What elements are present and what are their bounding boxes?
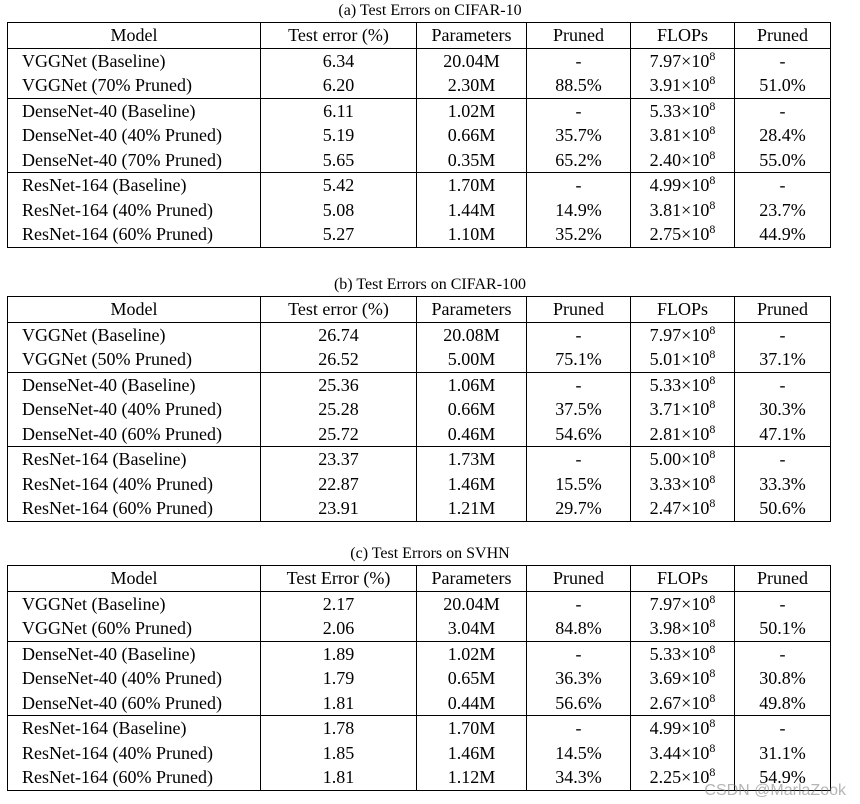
flops-cell	[631, 347, 735, 372]
params-cell: 1.12M	[417, 765, 527, 790]
flops-mantissa: 3.98	[649, 618, 682, 639]
table-row	[8, 591, 831, 616]
flops-mantissa: 7.97	[649, 593, 682, 614]
model-cell: ResNet-164 (Baseline)	[8, 173, 261, 198]
table-row	[8, 397, 831, 422]
params-cell: 1.06M	[417, 372, 527, 397]
times-ten: ×10	[681, 692, 710, 713]
flops-pruned-cell: 30.8%	[735, 666, 831, 691]
flops-exponent: 8	[709, 690, 716, 705]
flops-pruned-cell: 31.1%	[735, 741, 831, 766]
params-pruned-cell: -	[527, 641, 631, 666]
model-cell: ResNet-164 (60% Pruned)	[8, 496, 261, 521]
flops-exponent: 8	[709, 123, 716, 138]
times-ten: ×10	[681, 175, 710, 196]
params-cell: 5.00M	[417, 347, 527, 372]
times-ten: ×10	[681, 767, 710, 788]
flops-pruned-cell: -	[735, 447, 831, 472]
times-ten: ×10	[681, 593, 710, 614]
model-cell: DenseNet-40 (Baseline)	[8, 98, 261, 123]
params-cell: 0.65M	[417, 666, 527, 691]
error-cell: 25.36	[261, 372, 417, 397]
model-cell: ResNet-164 (60% Pruned)	[8, 765, 261, 790]
table-row	[8, 716, 831, 741]
column-header: Pruned	[527, 297, 631, 323]
flops-cell	[631, 397, 735, 422]
params-pruned-cell: 34.3%	[527, 765, 631, 790]
table-row	[8, 496, 831, 521]
params-cell: 1.10M	[417, 222, 527, 247]
flops-exponent: 8	[709, 48, 716, 63]
model-cell: VGGNet (Baseline)	[8, 48, 261, 73]
flops-mantissa: 2.67	[649, 692, 682, 713]
flops-pruned-cell: 28.4%	[735, 123, 831, 148]
table-body	[8, 591, 831, 790]
params-cell: 0.66M	[417, 123, 527, 148]
column-header: Model	[8, 566, 261, 592]
flops-pruned-cell: 23.7%	[735, 198, 831, 223]
header-row	[8, 297, 831, 323]
flops-mantissa: 2.47	[649, 498, 682, 519]
flops-mantissa: 7.97	[649, 324, 682, 345]
times-ten: ×10	[681, 349, 710, 370]
column-header: FLOPs	[631, 23, 735, 49]
params-pruned-cell: 65.2%	[527, 148, 631, 173]
column-header: Pruned	[527, 23, 631, 49]
flops-cell	[631, 422, 735, 447]
flops-exponent: 8	[709, 173, 716, 188]
flops-cell	[631, 198, 735, 223]
column-header: Pruned	[735, 566, 831, 592]
flops-exponent: 8	[709, 447, 716, 462]
flops-exponent: 8	[709, 471, 716, 486]
params-pruned-cell: 29.7%	[527, 496, 631, 521]
flops-pruned-cell: 33.3%	[735, 472, 831, 497]
flops-cell	[631, 741, 735, 766]
table-row	[8, 148, 831, 173]
times-ten: ×10	[681, 643, 710, 664]
params-pruned-cell: 35.7%	[527, 123, 631, 148]
times-ten: ×10	[681, 199, 710, 220]
params-pruned-cell: -	[527, 98, 631, 123]
table-row	[8, 222, 831, 247]
flops-mantissa: 2.25	[649, 767, 682, 788]
table-block-svhn	[0, 543, 860, 791]
flops-pruned-cell: -	[735, 641, 831, 666]
flops-mantissa: 5.01	[649, 349, 682, 370]
flops-mantissa: 3.69	[649, 668, 682, 689]
flops-exponent: 8	[709, 73, 716, 88]
params-pruned-cell: 75.1%	[527, 347, 631, 372]
table-row	[8, 691, 831, 716]
flops-pruned-cell: -	[735, 98, 831, 123]
flops-exponent: 8	[709, 616, 716, 631]
times-ten: ×10	[681, 75, 710, 96]
flops-cell	[631, 48, 735, 73]
flops-cell	[631, 123, 735, 148]
model-cell: ResNet-164 (40% Pruned)	[8, 741, 261, 766]
params-cell: 3.04M	[417, 616, 527, 641]
table-body	[8, 322, 831, 521]
params-pruned-cell: 14.5%	[527, 741, 631, 766]
model-cell: DenseNet-40 (70% Pruned)	[8, 148, 261, 173]
header-row	[8, 566, 831, 592]
table-caption: (c) Test Errors on SVHN	[350, 545, 510, 562]
params-cell: 2.30M	[417, 73, 527, 98]
params-cell: 20.04M	[417, 48, 527, 73]
times-ten: ×10	[681, 125, 710, 146]
flops-mantissa: 3.81	[649, 125, 682, 146]
flops-exponent: 8	[709, 591, 716, 606]
flops-cell	[631, 447, 735, 472]
error-cell: 6.20	[261, 73, 417, 98]
params-pruned-cell: -	[527, 372, 631, 397]
model-cell: ResNet-164 (Baseline)	[8, 447, 261, 472]
error-cell: 2.06	[261, 616, 417, 641]
table-row	[8, 616, 831, 641]
error-cell: 5.08	[261, 198, 417, 223]
flops-mantissa: 2.40	[649, 149, 682, 170]
flops-pruned-cell: -	[735, 322, 831, 347]
times-ten: ×10	[681, 718, 710, 739]
model-cell: ResNet-164 (60% Pruned)	[8, 222, 261, 247]
model-cell: DenseNet-40 (60% Pruned)	[8, 422, 261, 447]
flops-exponent: 8	[709, 222, 716, 237]
error-cell: 2.17	[261, 591, 417, 616]
params-cell: 1.46M	[417, 472, 527, 497]
flops-cell	[631, 591, 735, 616]
error-cell: 23.37	[261, 447, 417, 472]
flops-pruned-cell: 30.3%	[735, 397, 831, 422]
params-pruned-cell: 56.6%	[527, 691, 631, 716]
table-row	[8, 641, 831, 666]
params-pruned-cell: 36.3%	[527, 666, 631, 691]
error-cell: 22.87	[261, 472, 417, 497]
params-pruned-cell: -	[527, 591, 631, 616]
table-caption: (a) Test Errors on CIFAR-10	[338, 2, 522, 19]
model-cell: DenseNet-40 (40% Pruned)	[8, 666, 261, 691]
model-cell: ResNet-164 (40% Pruned)	[8, 472, 261, 497]
error-cell: 26.74	[261, 322, 417, 347]
results-table	[7, 22, 831, 248]
params-cell: 1.73M	[417, 447, 527, 472]
model-cell: DenseNet-40 (Baseline)	[8, 641, 261, 666]
flops-mantissa: 2.75	[649, 224, 682, 245]
results-table	[7, 296, 831, 522]
error-cell: 6.11	[261, 98, 417, 123]
times-ten: ×10	[681, 374, 710, 395]
results-table	[7, 565, 831, 791]
flops-pruned-cell: -	[735, 716, 831, 741]
flops-exponent: 8	[709, 347, 716, 362]
params-pruned-cell: 54.6%	[527, 422, 631, 447]
flops-exponent: 8	[709, 496, 716, 511]
params-cell: 1.46M	[417, 741, 527, 766]
times-ten: ×10	[681, 423, 710, 444]
table-row	[8, 666, 831, 691]
times-ten: ×10	[681, 618, 710, 639]
table-block-cifar10	[0, 0, 860, 248]
flops-mantissa: 5.33	[649, 374, 682, 395]
model-cell: ResNet-164 (40% Pruned)	[8, 198, 261, 223]
column-header: FLOPs	[631, 566, 735, 592]
flops-mantissa: 3.33	[649, 473, 682, 494]
column-header: Model	[8, 23, 261, 49]
error-cell: 23.91	[261, 496, 417, 521]
error-cell: 1.78	[261, 716, 417, 741]
column-header: Parameters	[417, 297, 527, 323]
flops-cell	[631, 472, 735, 497]
params-pruned-cell: -	[527, 447, 631, 472]
model-cell: DenseNet-40 (40% Pruned)	[8, 123, 261, 148]
table-row	[8, 98, 831, 123]
table-row	[8, 48, 831, 73]
params-pruned-cell: -	[527, 716, 631, 741]
params-pruned-cell: 84.8%	[527, 616, 631, 641]
error-cell: 25.72	[261, 422, 417, 447]
error-cell: 1.89	[261, 641, 417, 666]
model-cell: VGGNet (Baseline)	[8, 322, 261, 347]
flops-exponent: 8	[709, 98, 716, 113]
params-pruned-cell: -	[527, 48, 631, 73]
header-row	[8, 23, 831, 49]
times-ten: ×10	[681, 742, 710, 763]
times-ten: ×10	[681, 668, 710, 689]
column-header: Test error (%)	[261, 23, 417, 49]
column-header: Test Error (%)	[261, 566, 417, 592]
params-pruned-cell: 14.9%	[527, 198, 631, 223]
model-cell: VGGNet (Baseline)	[8, 591, 261, 616]
column-header: Test error (%)	[261, 297, 417, 323]
params-cell: 0.44M	[417, 691, 527, 716]
params-cell: 20.08M	[417, 322, 527, 347]
watermark-text: CSDN @MarlaZook	[704, 782, 846, 799]
flops-cell	[631, 173, 735, 198]
flops-exponent: 8	[709, 397, 716, 412]
flops-pruned-cell: 51.0%	[735, 73, 831, 98]
params-pruned-cell: -	[527, 173, 631, 198]
model-cell: ResNet-164 (Baseline)	[8, 716, 261, 741]
params-pruned-cell: 15.5%	[527, 472, 631, 497]
params-pruned-cell: -	[527, 322, 631, 347]
flops-mantissa: 3.44	[649, 742, 682, 763]
params-cell: 1.44M	[417, 198, 527, 223]
flops-pruned-cell: 50.6%	[735, 496, 831, 521]
flops-exponent: 8	[709, 147, 716, 162]
times-ten: ×10	[681, 498, 710, 519]
error-cell: 1.81	[261, 691, 417, 716]
flops-pruned-cell: 55.0%	[735, 148, 831, 173]
column-header: Model	[8, 297, 261, 323]
params-pruned-cell: 37.5%	[527, 397, 631, 422]
times-ten: ×10	[681, 449, 710, 470]
table-row	[8, 447, 831, 472]
flops-cell	[631, 73, 735, 98]
flops-pruned-cell: 47.1%	[735, 422, 831, 447]
params-cell: 0.46M	[417, 422, 527, 447]
flops-mantissa: 7.97	[649, 50, 682, 71]
flops-pruned-cell: 37.1%	[735, 347, 831, 372]
flops-mantissa: 4.99	[649, 718, 682, 739]
params-cell: 1.70M	[417, 716, 527, 741]
flops-cell	[631, 372, 735, 397]
flops-cell	[631, 691, 735, 716]
column-header: Pruned	[735, 297, 831, 323]
flops-cell	[631, 98, 735, 123]
table-row	[8, 322, 831, 347]
model-cell: DenseNet-40 (60% Pruned)	[8, 691, 261, 716]
error-cell: 25.28	[261, 397, 417, 422]
times-ten: ×10	[681, 224, 710, 245]
table-row	[8, 123, 831, 148]
flops-mantissa: 3.81	[649, 199, 682, 220]
flops-exponent: 8	[709, 740, 716, 755]
table-row	[8, 347, 831, 372]
flops-exponent: 8	[709, 372, 716, 387]
flops-exponent: 8	[709, 421, 716, 436]
model-cell: VGGNet (50% Pruned)	[8, 347, 261, 372]
error-cell: 5.19	[261, 123, 417, 148]
flops-cell	[631, 496, 735, 521]
params-pruned-cell: 35.2%	[527, 222, 631, 247]
table-row	[8, 741, 831, 766]
flops-exponent: 8	[709, 716, 716, 731]
params-cell: 1.70M	[417, 173, 527, 198]
error-cell: 6.34	[261, 48, 417, 73]
flops-pruned-cell: -	[735, 372, 831, 397]
table-block-cifar100	[0, 274, 860, 522]
params-cell: 1.02M	[417, 98, 527, 123]
flops-mantissa: 2.81	[649, 423, 682, 444]
flops-exponent: 8	[709, 666, 716, 681]
flops-mantissa: 3.91	[649, 75, 682, 96]
params-cell: 0.35M	[417, 148, 527, 173]
error-cell: 5.65	[261, 148, 417, 173]
model-cell: DenseNet-40 (Baseline)	[8, 372, 261, 397]
flops-exponent: 8	[709, 322, 716, 337]
params-pruned-cell: 88.5%	[527, 73, 631, 98]
flops-pruned-cell: -	[735, 591, 831, 616]
params-cell: 0.66M	[417, 397, 527, 422]
times-ten: ×10	[681, 100, 710, 121]
error-cell: 1.81	[261, 765, 417, 790]
table-row	[8, 198, 831, 223]
flops-mantissa: 5.00	[649, 449, 682, 470]
flops-pruned-cell: 49.8%	[735, 691, 831, 716]
times-ten: ×10	[681, 50, 710, 71]
table-row	[8, 472, 831, 497]
model-cell: VGGNet (70% Pruned)	[8, 73, 261, 98]
flops-cell	[631, 148, 735, 173]
error-cell: 1.85	[261, 741, 417, 766]
flops-exponent: 8	[709, 765, 716, 780]
error-cell: 5.42	[261, 173, 417, 198]
table-caption: (b) Test Errors on CIFAR-100	[333, 276, 527, 293]
flops-pruned-cell: -	[735, 173, 831, 198]
error-cell: 26.52	[261, 347, 417, 372]
table-body	[8, 48, 831, 247]
times-ten: ×10	[681, 149, 710, 170]
flops-pruned-cell: -	[735, 48, 831, 73]
table-row	[8, 422, 831, 447]
error-cell: 5.27	[261, 222, 417, 247]
column-header: Parameters	[417, 23, 527, 49]
flops-cell	[631, 616, 735, 641]
column-header: Pruned	[735, 23, 831, 49]
flops-cell	[631, 641, 735, 666]
params-cell: 1.21M	[417, 496, 527, 521]
params-cell: 1.02M	[417, 641, 527, 666]
column-header: Pruned	[527, 566, 631, 592]
flops-cell	[631, 716, 735, 741]
model-cell: DenseNet-40 (40% Pruned)	[8, 397, 261, 422]
flops-cell	[631, 666, 735, 691]
flops-pruned-cell: 44.9%	[735, 222, 831, 247]
params-cell: 20.04M	[417, 591, 527, 616]
column-header: FLOPs	[631, 297, 735, 323]
times-ten: ×10	[681, 399, 710, 420]
error-cell: 1.79	[261, 666, 417, 691]
flops-mantissa: 5.33	[649, 643, 682, 664]
times-ten: ×10	[681, 473, 710, 494]
flops-pruned-cell: 54.9%	[735, 765, 831, 790]
flops-cell	[631, 322, 735, 347]
model-cell: VGGNet (60% Pruned)	[8, 616, 261, 641]
column-header: Parameters	[417, 566, 527, 592]
times-ten: ×10	[681, 324, 710, 345]
flops-mantissa: 4.99	[649, 175, 682, 196]
flops-pruned-cell: 50.1%	[735, 616, 831, 641]
flops-exponent: 8	[709, 641, 716, 656]
table-row	[8, 372, 831, 397]
table-row	[8, 73, 831, 98]
flops-cell	[631, 222, 735, 247]
flops-mantissa: 3.71	[649, 399, 682, 420]
table-row	[8, 173, 831, 198]
flops-mantissa: 5.33	[649, 100, 682, 121]
flops-exponent: 8	[709, 197, 716, 212]
